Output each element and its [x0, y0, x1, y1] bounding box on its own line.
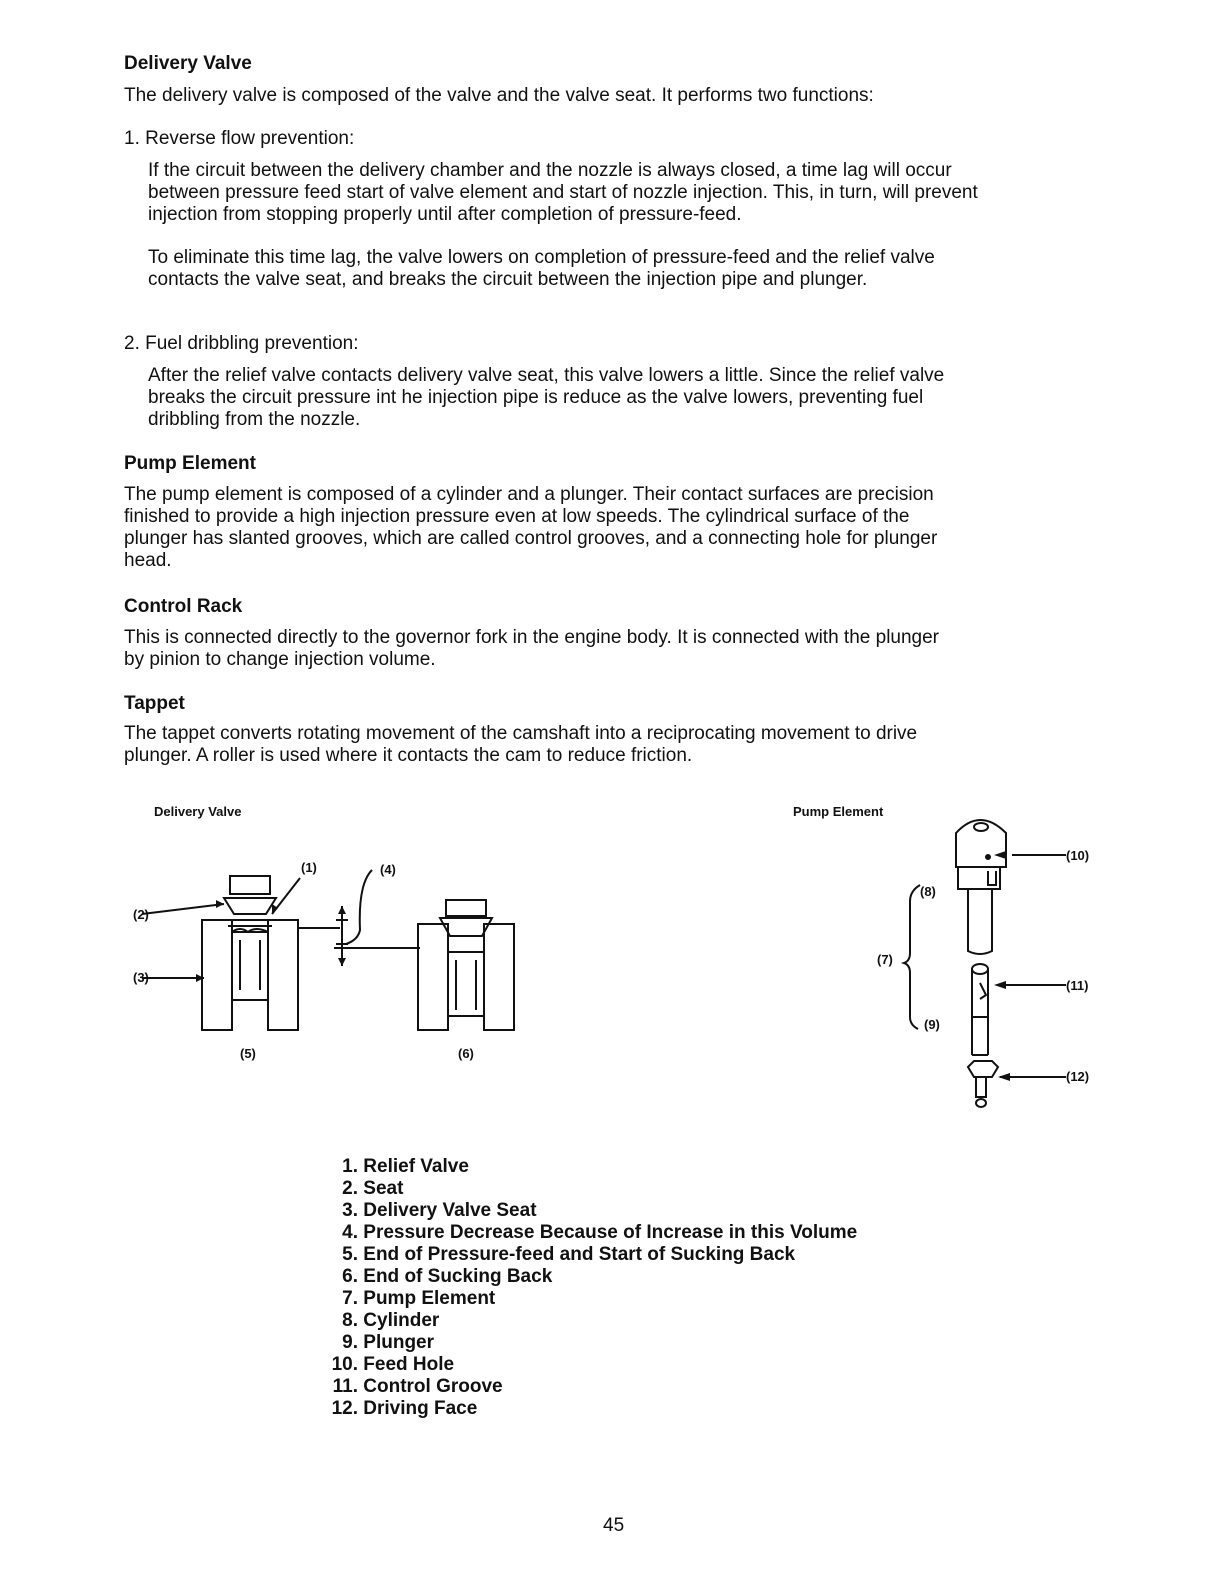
legend-text: End of Sucking Back — [363, 1266, 553, 1287]
legend-number: 11. — [332, 1376, 358, 1397]
legend-item — [322, 1266, 552, 1288]
legend-number: 5. — [342, 1244, 358, 1265]
legend-item — [322, 1332, 434, 1354]
item1-paragraph-2: To eliminate this time lag, the valve lowers on completion of pressure-feed and the relief valve contacts the valve seat, and breaks the circuit between the injection pipe and plunger. — [148, 247, 935, 290]
callout-12: (12) — [1066, 1069, 1090, 1084]
legend-text: Plunger — [363, 1332, 435, 1353]
item2-paragraph-1: After the relief valve contacts delivery valve seat, this valve lowers a little. Since the relief valve breaks the circuit pressure int he injection pipe is reduce as the valve lowers, preventing fuel dribbling from the nozzle. — [148, 365, 945, 430]
item1-title: 1. Reverse flow prevention: — [124, 128, 355, 149]
legend-item — [322, 1288, 495, 1310]
heading-control-rack: Control Rack — [124, 596, 243, 617]
callout-9: (9) — [924, 1017, 940, 1032]
pump-element-diagram — [890, 805, 1090, 1125]
legend-number: 8. — [342, 1310, 358, 1331]
tappet-body: The tappet converts rotating movement of the camshaft into a reciprocating movement to drive plunger. A roller is used where it contacts the cam to reduce friction. — [124, 723, 918, 766]
legend-number: 2. — [342, 1178, 358, 1199]
legend-item — [322, 1376, 503, 1398]
legend-item — [322, 1200, 537, 1222]
heading-delivery-valve: Delivery Valve — [124, 53, 252, 74]
page-number: 45 — [603, 1515, 625, 1536]
legend-item — [322, 1156, 469, 1178]
legend-item — [322, 1354, 454, 1376]
callout-1: (1) — [301, 860, 317, 875]
pump-element-body: The pump element is composed of a cylinder and a plunger. Their contact surfaces are precision finished to provide a high injection pressure even at low speeds. The cylindrical surface of the plunger has slanted grooves, which are called control grooves, and a connecting hole for plunger head. — [124, 484, 938, 571]
legend-text: Control Groove — [363, 1376, 503, 1397]
legend-number: 4. — [342, 1222, 358, 1243]
callout-6: (6) — [458, 1046, 474, 1061]
legend-text: Seat — [363, 1178, 404, 1199]
heading-tappet: Tappet — [124, 693, 185, 714]
legend-number: 12. — [331, 1398, 358, 1419]
heading-pump-element: Pump Element — [124, 453, 256, 474]
legend-text: Pressure Decrease Because of Increase in this Volume — [363, 1222, 858, 1243]
legend-text: Driving Face — [363, 1398, 478, 1419]
legend-text: Delivery Valve Seat — [363, 1200, 537, 1221]
legend-text: Pump Element — [363, 1288, 496, 1309]
pump-element-figure-caption: Pump Element — [793, 804, 884, 819]
callout-5: (5) — [240, 1046, 256, 1061]
delivery-valve-intro: The delivery valve is composed of the valve and the valve seat. It performs two functions: — [124, 85, 874, 106]
callout-10: (10) — [1066, 848, 1090, 863]
legend-item — [322, 1178, 403, 1200]
control-rack-body: This is connected directly to the governor fork in the engine body. It is connected with the plunger by pinion to change injection volume. — [124, 627, 940, 670]
legend-text: End of Pressure-feed and Start of Sucking Back — [363, 1244, 796, 1265]
legend-text: Cylinder — [363, 1310, 440, 1331]
item2-title: 2. Fuel dribbling prevention: — [124, 333, 359, 354]
callout-3: (3) — [133, 970, 149, 985]
callout-2: (2) — [133, 907, 149, 922]
callout-11: (11) — [1066, 978, 1089, 993]
legend-item — [322, 1222, 857, 1244]
legend-number: 3. — [342, 1200, 358, 1221]
item1-paragraph-1: If the circuit between the delivery chamber and the nozzle is always closed, a time lag will occur between pressure feed start of valve element and start of nozzle injection. This, in turn, will prevent injection from stopping properly until after completion of pressure-feed. — [148, 160, 978, 225]
legend-number: 10. — [331, 1354, 358, 1375]
legend-item — [322, 1244, 795, 1266]
delivery-valve-figure-caption: Delivery Valve — [154, 804, 242, 819]
callout-7: (7) — [877, 952, 893, 967]
legend-number: 6. — [342, 1266, 358, 1287]
legend-item — [322, 1310, 439, 1332]
legend-number: 9. — [342, 1332, 358, 1353]
delivery-valve-diagram — [120, 840, 540, 1070]
legend-text: Feed Hole — [363, 1354, 455, 1375]
legend-item — [322, 1398, 477, 1420]
legend-number: 7. — [342, 1288, 358, 1309]
legend-text: Relief Valve — [363, 1156, 469, 1177]
legend-number: 1. — [342, 1156, 358, 1177]
callout-8: (8) — [920, 884, 936, 899]
callout-4: (4) — [380, 862, 396, 877]
